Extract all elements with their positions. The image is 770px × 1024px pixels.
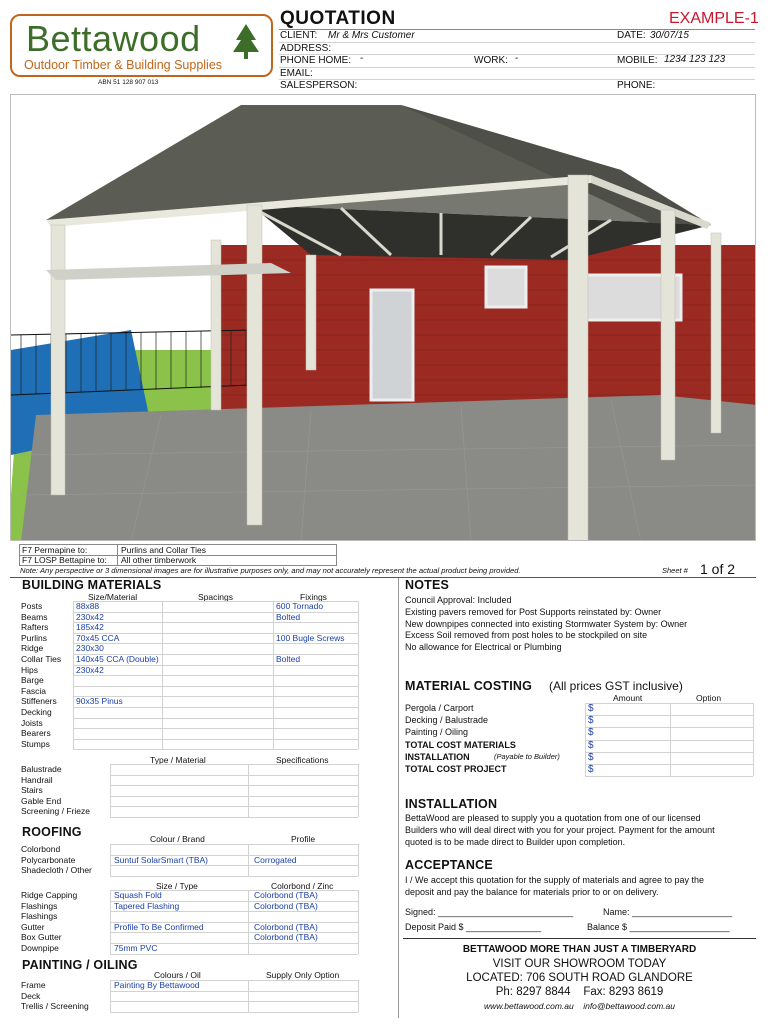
installation-title: INSTALLATION [405, 797, 498, 811]
col-supply-only: Supply Only Option [266, 970, 340, 980]
rf2-size-3[interactable]: Profile To Be Confirmed [114, 921, 204, 932]
phone-label: PHONE: [617, 80, 656, 91]
bm-size-3[interactable]: 70x45 CCA [76, 632, 120, 643]
rf2-colour-0[interactable]: Colorbond (TBA) [254, 890, 318, 900]
rule-line [73, 601, 358, 602]
col-fixings: Fixings [300, 592, 327, 602]
timber-grade-2: F7 LOSP Bettapine to: [22, 555, 107, 565]
abn: ABN 51 128 907 013 [98, 79, 159, 86]
cost-currency-1: $ [588, 715, 594, 727]
example-label: EXAMPLE-1 [669, 10, 759, 27]
rf-item-1: Polycarbonate [21, 854, 76, 865]
rf-item-2: Shadecloth / Other [21, 865, 92, 876]
rf2-size-5[interactable]: 75mm PVC [114, 943, 158, 953]
note-line-4: Excess Soil removed from post holes to be stockpiled on site [405, 630, 648, 640]
installation-line-3: quoted is to be made direct to Builder upon completion. [405, 837, 626, 847]
company-logo [10, 14, 273, 77]
material-costing-title: MATERIAL COSTING [405, 679, 533, 693]
building-materials-title: BUILDING MATERIALS [22, 578, 162, 592]
rule-line [110, 764, 358, 765]
rule-line [585, 776, 753, 777]
rule-line [358, 601, 359, 749]
cost-currency-4: $ [588, 751, 594, 763]
col-spacings: Spacings [198, 592, 233, 602]
acceptance-title: ACCEPTANCE [405, 858, 493, 872]
rule-line [110, 844, 111, 876]
installation-line-2: Builders who will deal direct with you for your project. Payment for the amount [405, 825, 715, 835]
rule-line [110, 980, 111, 1012]
cost-label-1: Decking / Balustrade [405, 715, 489, 726]
timber-use-2: All other timberwork [121, 555, 197, 565]
bm-fix-1[interactable]: Bolted [276, 611, 301, 622]
rule-line [73, 675, 358, 676]
rule-line [73, 665, 358, 666]
rule-line [110, 911, 358, 912]
footer-phones: Ph: 8297 8844 Fax: 8293 8619 [495, 986, 664, 998]
cost-currency-0: $ [588, 703, 594, 714]
rule-line [358, 980, 359, 1012]
bm-size-4[interactable]: 230x30 [76, 643, 104, 654]
name-field[interactable]: Name: ____________________ [603, 907, 733, 917]
client-label: CLIENT: [280, 30, 318, 41]
footer-tagline: BETTAWOOD MORE THAN JUST A TIMBERYARD [462, 944, 697, 955]
bm-size-0[interactable]: 88x88 [76, 601, 100, 611]
rule-line [110, 890, 111, 954]
col-specifications: Specifications [276, 755, 329, 765]
note-line-2: Existing pavers removed for Post Supports reinstated by: Owner [405, 607, 662, 617]
bm-item-0: Posts [21, 601, 43, 611]
bm-item-5: Collar Ties [21, 654, 62, 664]
note-line-3: New downpipes connected into existing Stormwater System by: Owner [405, 619, 688, 629]
rf2-item-4: Box Gutter [21, 932, 62, 943]
bm2-item-1: Handrail [21, 774, 53, 785]
client-value: Mr & Mrs Customer [328, 30, 415, 41]
rule-line [585, 703, 753, 704]
rule-line [73, 728, 358, 729]
pt-item-0: Frame [21, 980, 46, 990]
rule-line [110, 932, 358, 933]
bm-item-9: Stiffeners [21, 696, 57, 707]
page-title: QUOTATION [280, 8, 396, 29]
rf2-size-0[interactable]: Squash Fold [114, 890, 162, 900]
rule-line [585, 740, 753, 741]
bm-item-2: Rafters [21, 622, 49, 633]
timber-use-1: Purlins and Collar Ties [121, 545, 207, 555]
bm-size-1[interactable]: 230x42 [76, 611, 104, 622]
roofing-title: ROOFING [22, 825, 82, 839]
note-line-1: Council Approval: Included [405, 595, 512, 605]
col-colours-oil: Colours / Oil [154, 970, 201, 980]
installation-line-1: BettaWood are pleased to supply you a quotation from one of our licensed [405, 813, 701, 823]
rule-line [248, 980, 249, 1012]
deposit-field[interactable]: Deposit Paid $ _______________ [405, 922, 542, 932]
bm2-item-3: Gable End [21, 795, 62, 806]
bm-fix-0[interactable]: 600 Tornado [276, 601, 324, 611]
rule-line [358, 890, 359, 954]
rule-line [110, 844, 358, 845]
rf-item-0: Colorbond [21, 844, 61, 854]
notes-title: NOTES [405, 578, 450, 592]
logo-tagline: Outdoor Timber & Building Supplies [24, 58, 223, 72]
pine-tree-icon [230, 22, 262, 62]
rf2-colour-3[interactable]: Colorbond (TBA) [254, 921, 318, 932]
rf2-item-1: Flashings [21, 900, 58, 911]
date-label: DATE: [617, 30, 646, 41]
bm-fix-5[interactable]: Bolted [276, 654, 301, 664]
rf2-item-2: Flashings [21, 911, 58, 922]
rule-line [110, 1001, 358, 1002]
acceptance-line-1: I / We accept this quotation for the supply of materials and agree to pay the [405, 875, 705, 885]
phone-home-label: PHONE HOME: [280, 55, 352, 66]
rule-line [585, 752, 753, 753]
col-size-type: Size / Type [156, 881, 198, 891]
work-label: WORK: [474, 55, 508, 66]
bm2-item-0: Balustrade [21, 764, 62, 774]
material-costing-subtitle: (All prices GST inclusive) [549, 679, 683, 693]
bm-item-7: Barge [21, 675, 44, 686]
col-size-material: Size/Material [88, 592, 138, 602]
rule-line [110, 890, 358, 891]
bm-size-9[interactable]: 90x35 Pinus [76, 696, 123, 707]
email-label: EMAIL: [280, 68, 313, 79]
col-colorbond-zinc: Colorbond / Zinc [271, 881, 334, 891]
rf2-item-0: Ridge Capping [21, 890, 78, 900]
bm-item-13: Stumps [21, 738, 50, 749]
logo-brand: Bettawood [26, 18, 201, 59]
bm-item-4: Ridge [21, 643, 44, 654]
cost-label-5: TOTAL COST PROJECT [405, 764, 507, 774]
rule-line [73, 718, 358, 719]
cost-currency-2: $ [588, 727, 594, 739]
rule-line [753, 703, 754, 776]
rule-line [73, 739, 358, 740]
pergola-render-image [10, 94, 756, 541]
bm-item-6: Hips [21, 664, 39, 675]
rf-profile-1[interactable]: Corrogated [254, 854, 297, 865]
rule-line [110, 980, 358, 981]
rule-line [73, 707, 358, 708]
date-value: 30/07/15 [650, 30, 689, 41]
bm-item-3: Purlins [21, 632, 47, 643]
rule-line [110, 796, 358, 797]
sheet-label: Sheet # [662, 566, 688, 575]
disclaimer-note: Note: Any perspective or 3 dimensional images are for illustrative purposes only, and may not accurately represent the actual product being provided. [20, 566, 521, 575]
rule-line [110, 876, 358, 877]
rf2-size-1[interactable]: Tapered Flashing [114, 900, 180, 911]
col-profile: Profile [291, 834, 316, 844]
rule-line [585, 727, 753, 728]
bm-item-1: Beams [21, 611, 48, 622]
balance-field[interactable]: Balance $ ____________________ [587, 922, 730, 932]
rule-line [73, 612, 358, 613]
col-type-material: Type / Material [150, 755, 206, 765]
rule-line [585, 764, 753, 765]
cost-label-4: INSTALLATION [405, 751, 470, 762]
painting-title: PAINTING / OILING [22, 958, 138, 972]
rf2-colour-1[interactable]: Colorbond (TBA) [254, 900, 318, 911]
phone-home-value: - [360, 53, 364, 64]
pt-colour-0[interactable]: Painting By Bettawood [114, 980, 200, 990]
rule-line [110, 806, 358, 807]
note-line-5: No allowance for Electrical or Plumbing [405, 642, 562, 652]
bm2-item-4: Screening / Frieze [21, 806, 90, 817]
sheet-number: 1 of 2 [700, 561, 736, 577]
cost-note-4: (Payable to Builder) [494, 751, 560, 761]
bm-size-5[interactable]: 140x45 CCA (Double) [76, 654, 159, 664]
rule-line [248, 764, 249, 817]
footer-web[interactable]: www.bettawood.com.au info@bettawood.com.au [483, 1001, 675, 1011]
mobile-label: MOBILE: [617, 55, 658, 66]
footer-location: LOCATED: 706 SOUTH ROAD GLANDORE [466, 972, 693, 984]
rule-line [358, 844, 359, 876]
rule-line [73, 601, 74, 749]
rule-line [73, 749, 358, 750]
timber-grade-1: F7 Permapine to: [22, 545, 88, 555]
bm-size-2[interactable]: 185x42 [76, 622, 104, 633]
bm2-item-2: Stairs [21, 785, 43, 796]
work-value: - [515, 53, 519, 64]
cost-label-0: Pergola / Carport [405, 703, 474, 713]
rule-line [670, 703, 671, 776]
address-label: ADDRESS: [280, 43, 332, 54]
footer-visit: VISIT OUR SHOWROOM TODAY [492, 958, 667, 970]
rule-line [358, 764, 359, 817]
rule-line [110, 865, 358, 866]
rule-line [110, 764, 111, 817]
rule-line [110, 954, 358, 955]
rf2-colour-4[interactable]: Colorbond (TBA) [254, 932, 318, 943]
rule-line [110, 785, 358, 786]
mobile-value: 1234 123 123 [664, 54, 726, 65]
cost-label-3: TOTAL COST MATERIALS [405, 739, 516, 750]
col-colour-brand: Colour / Brand [150, 834, 205, 844]
cost-currency-5: $ [588, 764, 594, 775]
acceptance-line-2: deposit and pay the balance for materials prior to or on delivery. [405, 887, 659, 897]
bm-item-8: Fascia [21, 685, 47, 696]
bm-item-10: Decking [21, 707, 52, 717]
rule-line [273, 601, 274, 749]
pt-item-2: Trellis / Screening [21, 1001, 89, 1012]
rf-colour-1[interactable]: Suntuf SolarSmart (TBA) [114, 854, 209, 865]
rule-line [110, 991, 358, 992]
bm-size-6[interactable]: 230x42 [76, 664, 104, 675]
rule-line [248, 844, 249, 876]
rule-line [585, 715, 753, 716]
pt-item-1: Deck [21, 990, 41, 1001]
rule-line [110, 1012, 358, 1013]
signed-field[interactable]: Signed: ___________________________ [405, 907, 574, 917]
rf2-item-5: Downpipe [21, 943, 59, 953]
timber-spec-table [19, 544, 337, 566]
bm-fix-3[interactable]: 100 Bugle Screws [276, 632, 345, 643]
rule-line [162, 601, 163, 749]
cost-label-2: Painting / Oiling [405, 727, 469, 738]
bm-item-12: Bearers [21, 728, 51, 739]
rule-line [248, 890, 249, 954]
cost-currency-3: $ [588, 739, 594, 751]
col-option: Option [696, 693, 722, 703]
rule-line [585, 703, 586, 776]
rule-line [73, 643, 358, 644]
rule-line [73, 622, 358, 623]
bm-item-11: Joists [21, 717, 43, 728]
rf2-item-3: Gutter [21, 921, 45, 932]
rule-line [110, 775, 358, 776]
rule-line [110, 817, 358, 818]
salesperson-label: SALESPERSON: [280, 80, 358, 91]
rule-line [73, 686, 358, 687]
col-amount: Amount [613, 693, 643, 703]
